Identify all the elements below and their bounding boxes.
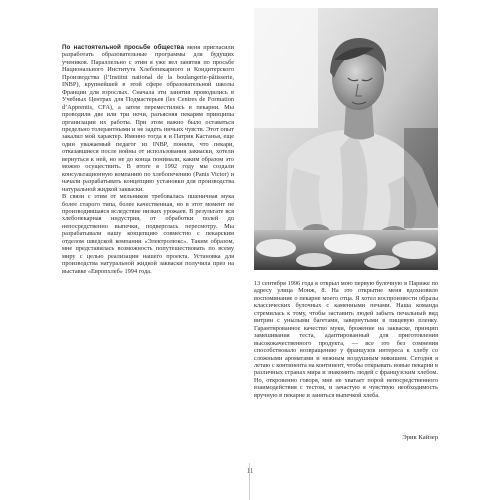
column-left-text: меня пригласили разработать образовательные программы для будущих учеников. Параллельно с этим я уже вел занятия по просьбе Национального Института Хлебопекарного и Кондитерского Производства (l’Institut national de la boulangerie-pâtisserie, INBP), крупнейшей в этой сфере образовательной школы Франции для взрослых. Сначала эти занятия проводились в Учебных Центрах для Подмастерьев (les Centres de Formation d’Apprentis, CFA), а затем переместились в пекарни. Мы проводили две или три ночи, разъясняя пекарям принципы организации их работы. При этом важно было оставаться предельно толерантными и не задеть ничьих чувств. Этот опыт закалил мой характер. Именно тогда я и Патрик Кастанья, еще один уважаемый педагог из INBP, поняли, что пекари, отказавшиеся после войны от использования закваски, хотели вернуться к ней, но не до конца понимали, каким образом это можно осуществить. В итоге в 1992 году мы создали консультационную компанию по хлебопечению (Panis Victor) и начали разрабатывать концепцию установки для производства натуральной жидкой закваски. В связи с этим от мельников требовалась пшеничная мука более старого типа, более качественная, но в этот момент не производившаяся вследствие низких урожаев. В результате вся хлебопекарная индустрия, от обработки полей до непосредственно выпечки, подверглась пересмотру. Мы разрабатывали нашу концепцию совместно с пекарским отделом шведской компании «Электролюкс». Таким образом, мне представилась возможность попутешествовать по всему миру с целью реализации нашего проекта. Установка для производства натуральной жидкой закваски получила приз на выставке «Европхлеб» 1994 года. — [62, 44, 234, 275]
baker-photo-illustration — [254, 8, 438, 270]
paragraph-bakery-story: 13 сентября 1996 года я открыл мою первую булочную в Париже по адресу улица Монж, 8. На это открытие меня вдохновило воспоминание о пекарне моего отца. Я хотел воспроизвести образы классических булочных с каменными печами. Наша команда стремилась к тому, чтобы заставить людей забыть печальный вид витрин с унылыми багетами, завернутыми в пищевую пленку. Гарантированное качество муки, брожение на закваске, принцип замешивания теста, адаптированный для приготовления высококачественного продукта, — все это без сомнения способствовало возвращению у французов интереса к хлебу со сложными ароматами и нежным воздушным мякишем. Сегодня я летаю с континента на континент, чтобы открывать новые пекарни в различных странах мира и знакомить людей с французским хлебом. Но, откровенно говоря, мне не хватает порой непосредственного взаимодействия с тестом, и зачастую я чувствую необходимость вручную в пекарне и заняться выпечкой хлеба. — [254, 280, 438, 399]
lead-in-phrase: По настоятельной просьбе общества — [62, 44, 184, 51]
page-number: 11 — [246, 467, 254, 475]
paragraph-intro — [62, 44, 234, 275]
text-column-left — [62, 44, 234, 275]
baker-photo — [254, 8, 438, 270]
text-column-right — [254, 280, 438, 399]
author-signature: Эрик Кайзер — [402, 434, 438, 441]
